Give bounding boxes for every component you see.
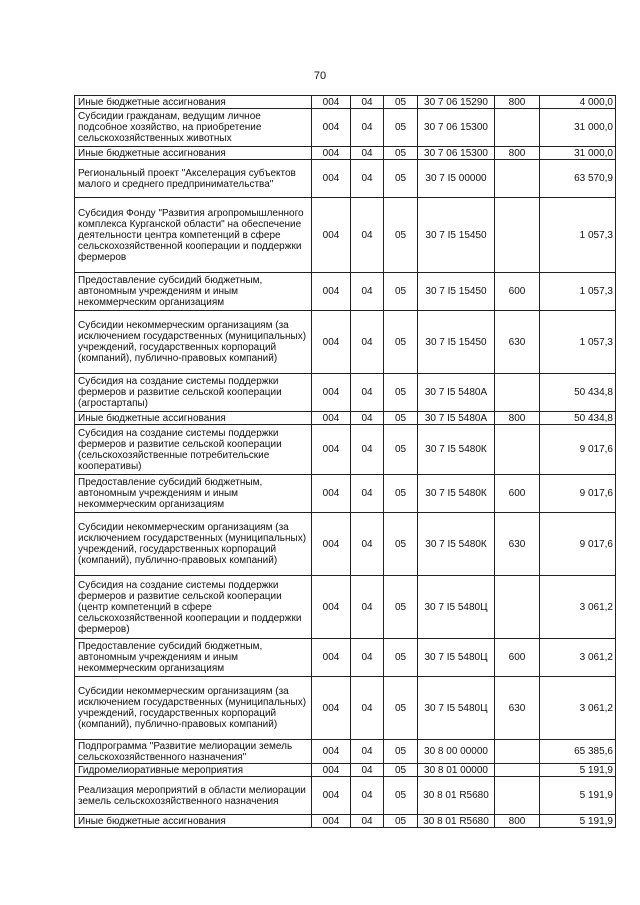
cell-sum: 5 191,9 <box>540 777 616 815</box>
cell-name: Субсидии гражданам, ведущим личное подсобное хозяйство, на приобретение сельскохозяйственных животных <box>75 109 312 147</box>
cell-rz: 04 <box>351 475 384 513</box>
cell-rz: 04 <box>351 576 384 639</box>
cell-csr: 30 7 06 15300 <box>418 147 495 160</box>
cell-rz: 04 <box>351 374 384 412</box>
cell-name: Иные бюджетные ассигнования <box>75 815 312 828</box>
cell-pr: 05 <box>384 96 418 109</box>
cell-pr: 05 <box>384 147 418 160</box>
table-row <box>75 677 616 740</box>
cell-sum: 9 017,6 <box>540 425 616 475</box>
cell-sum: 3 061,2 <box>540 576 616 639</box>
cell-sum: 50 434,8 <box>540 412 616 425</box>
cell-sum: 1 057,3 <box>540 198 616 273</box>
cell-rz: 04 <box>351 96 384 109</box>
cell-sum: 31 000,0 <box>540 109 616 147</box>
cell-ved: 004 <box>312 147 351 160</box>
cell-csr: 30 7 I5 5480Ц <box>418 576 495 639</box>
cell-vr <box>495 198 540 273</box>
cell-pr: 05 <box>384 777 418 815</box>
cell-ved: 004 <box>312 513 351 576</box>
cell-name: Субсидии некоммерческим организациям (за исключением государственных (муниципальных) учреждений, государственных корпораций (компаний), публично-правовых компаний) <box>75 677 312 740</box>
table-row <box>75 764 616 777</box>
table-row <box>75 311 616 374</box>
cell-vr: 600 <box>495 639 540 677</box>
cell-name: Подпрограмма "Развитие мелиорации земель сельскохозяйственного назначения" <box>75 740 312 764</box>
cell-rz: 04 <box>351 311 384 374</box>
cell-csr: 30 7 I5 5480А <box>418 412 495 425</box>
cell-ved: 004 <box>312 639 351 677</box>
cell-rz: 04 <box>351 198 384 273</box>
cell-rz: 04 <box>351 740 384 764</box>
cell-sum: 50 434,8 <box>540 374 616 412</box>
cell-sum: 3 061,2 <box>540 677 616 740</box>
cell-name: Гидромелиоративные мероприятия <box>75 764 312 777</box>
cell-pr: 05 <box>384 475 418 513</box>
cell-pr: 05 <box>384 160 418 198</box>
cell-vr <box>495 425 540 475</box>
cell-sum: 4 000,0 <box>540 96 616 109</box>
cell-csr: 30 8 00 00000 <box>418 740 495 764</box>
cell-rz: 04 <box>351 677 384 740</box>
cell-csr: 30 8 01 R5680 <box>418 777 495 815</box>
cell-vr: 800 <box>495 815 540 828</box>
cell-ved: 004 <box>312 740 351 764</box>
cell-csr: 30 7 06 15290 <box>418 96 495 109</box>
cell-name: Субсидия на создание системы поддержки фермеров и развитие сельской кооперации (агростартапы) <box>75 374 312 412</box>
cell-ved: 004 <box>312 412 351 425</box>
cell-ved: 004 <box>312 815 351 828</box>
table-row <box>75 639 616 677</box>
cell-pr: 05 <box>384 677 418 740</box>
cell-sum: 31 000,0 <box>540 147 616 160</box>
cell-sum: 3 061,2 <box>540 639 616 677</box>
table-row <box>75 576 616 639</box>
cell-name: Субсидии некоммерческим организациям (за исключением государственных (муниципальных) учреждений, государственных корпораций (компаний), публично-правовых компаний) <box>75 311 312 374</box>
cell-name: Иные бюджетные ассигнования <box>75 96 312 109</box>
table-row <box>75 425 616 475</box>
table-row <box>75 96 616 109</box>
cell-csr: 30 7 I5 5480Ц <box>418 677 495 740</box>
table-row <box>75 109 616 147</box>
table-row <box>75 160 616 198</box>
cell-csr: 30 7 I5 5480К <box>418 513 495 576</box>
cell-vr <box>495 160 540 198</box>
cell-rz: 04 <box>351 777 384 815</box>
cell-csr: 30 7 I5 15450 <box>418 311 495 374</box>
table-row <box>75 513 616 576</box>
cell-ved: 004 <box>312 475 351 513</box>
cell-pr: 05 <box>384 374 418 412</box>
cell-sum: 1 057,3 <box>540 273 616 311</box>
cell-name: Субсидия Фонду "Развития агропромышленного комплекса Курганской области" на обеспечение деятельности центра компетенций в сфере сельскохозяйственной кооперации и поддержки фермеров <box>75 198 312 273</box>
cell-name: Предоставление субсидий бюджетным, автономным учреждениям и иным некоммерческим организациям <box>75 639 312 677</box>
cell-name: Предоставление субсидий бюджетным, автономным учреждениям и иным некоммерческим организациям <box>75 273 312 311</box>
table-row <box>75 777 616 815</box>
cell-name: Субсидия на создание системы поддержки фермеров и развитие сельской кооперации (сельскохозяйственные потребительские кооперативы) <box>75 425 312 475</box>
cell-rz: 04 <box>351 160 384 198</box>
cell-vr <box>495 109 540 147</box>
budget-table <box>74 95 616 828</box>
cell-csr: 30 7 I5 5480К <box>418 425 495 475</box>
cell-ved: 004 <box>312 109 351 147</box>
cell-vr <box>495 764 540 777</box>
cell-ved: 004 <box>312 198 351 273</box>
cell-ved: 004 <box>312 374 351 412</box>
cell-vr: 600 <box>495 273 540 311</box>
cell-pr: 05 <box>384 311 418 374</box>
cell-vr: 630 <box>495 677 540 740</box>
cell-pr: 05 <box>384 639 418 677</box>
cell-csr: 30 7 I5 00000 <box>418 160 495 198</box>
cell-sum: 1 057,3 <box>540 311 616 374</box>
table-row <box>75 273 616 311</box>
cell-vr: 800 <box>495 96 540 109</box>
cell-rz: 04 <box>351 273 384 311</box>
page-number: 70 <box>313 70 327 82</box>
cell-vr: 630 <box>495 311 540 374</box>
cell-rz: 04 <box>351 109 384 147</box>
cell-ved: 004 <box>312 160 351 198</box>
cell-rz: 04 <box>351 513 384 576</box>
table-row <box>75 374 616 412</box>
cell-vr: 800 <box>495 412 540 425</box>
cell-pr: 05 <box>384 109 418 147</box>
cell-pr: 05 <box>384 273 418 311</box>
cell-sum: 9 017,6 <box>540 475 616 513</box>
cell-name: Субсидии некоммерческим организациям (за исключением государственных (муниципальных) учреждений, государственных корпораций (компаний), публично-правовых компаний) <box>75 513 312 576</box>
cell-pr: 05 <box>384 576 418 639</box>
cell-rz: 04 <box>351 425 384 475</box>
cell-name: Субсидия на создание системы поддержки фермеров и развитие сельской кооперации (центр компетенций в сфере сельскохозяйственной кооперации и поддержки фермеров) <box>75 576 312 639</box>
cell-name: Иные бюджетные ассигнования <box>75 412 312 425</box>
cell-pr: 05 <box>384 513 418 576</box>
budget-table-body <box>75 96 616 828</box>
table-row <box>75 740 616 764</box>
cell-ved: 004 <box>312 273 351 311</box>
cell-vr <box>495 740 540 764</box>
cell-ved: 004 <box>312 425 351 475</box>
cell-csr: 30 7 I5 5480А <box>418 374 495 412</box>
cell-pr: 05 <box>384 815 418 828</box>
cell-vr: 630 <box>495 513 540 576</box>
cell-sum: 63 570,9 <box>540 160 616 198</box>
cell-vr: 800 <box>495 147 540 160</box>
cell-pr: 05 <box>384 412 418 425</box>
cell-ved: 004 <box>312 677 351 740</box>
cell-csr: 30 7 I5 15450 <box>418 273 495 311</box>
cell-pr: 05 <box>384 764 418 777</box>
cell-sum: 5 191,9 <box>540 764 616 777</box>
cell-sum: 9 017,6 <box>540 513 616 576</box>
cell-name: Региональный проект "Акселерация субъектов малого и среднего предпринимательства" <box>75 160 312 198</box>
cell-ved: 004 <box>312 311 351 374</box>
cell-ved: 004 <box>312 764 351 777</box>
cell-pr: 05 <box>384 198 418 273</box>
cell-csr: 30 8 01 R5680 <box>418 815 495 828</box>
cell-rz: 04 <box>351 147 384 160</box>
cell-name: Предоставление субсидий бюджетным, автономным учреждениям и иным некоммерческим организациям <box>75 475 312 513</box>
cell-ved: 004 <box>312 96 351 109</box>
cell-vr: 600 <box>495 475 540 513</box>
cell-sum: 5 191,9 <box>540 815 616 828</box>
cell-vr <box>495 777 540 815</box>
cell-pr: 05 <box>384 425 418 475</box>
cell-vr <box>495 576 540 639</box>
cell-vr <box>495 374 540 412</box>
cell-csr: 30 7 I5 5480Ц <box>418 639 495 677</box>
cell-csr: 30 7 06 15300 <box>418 109 495 147</box>
cell-rz: 04 <box>351 639 384 677</box>
cell-name: Иные бюджетные ассигнования <box>75 147 312 160</box>
cell-csr: 30 8 01 00000 <box>418 764 495 777</box>
cell-csr: 30 7 I5 15450 <box>418 198 495 273</box>
cell-ved: 004 <box>312 777 351 815</box>
table-row <box>75 147 616 160</box>
cell-pr: 05 <box>384 740 418 764</box>
table-row <box>75 412 616 425</box>
cell-rz: 04 <box>351 815 384 828</box>
table-row <box>75 815 616 828</box>
table-row <box>75 198 616 273</box>
cell-ved: 004 <box>312 576 351 639</box>
cell-rz: 04 <box>351 412 384 425</box>
cell-rz: 04 <box>351 764 384 777</box>
cell-sum: 65 385,6 <box>540 740 616 764</box>
cell-name: Реализация мероприятий в области мелиорации земель сельскохозяйственного назначения <box>75 777 312 815</box>
cell-csr: 30 7 I5 5480К <box>418 475 495 513</box>
table-row <box>75 475 616 513</box>
